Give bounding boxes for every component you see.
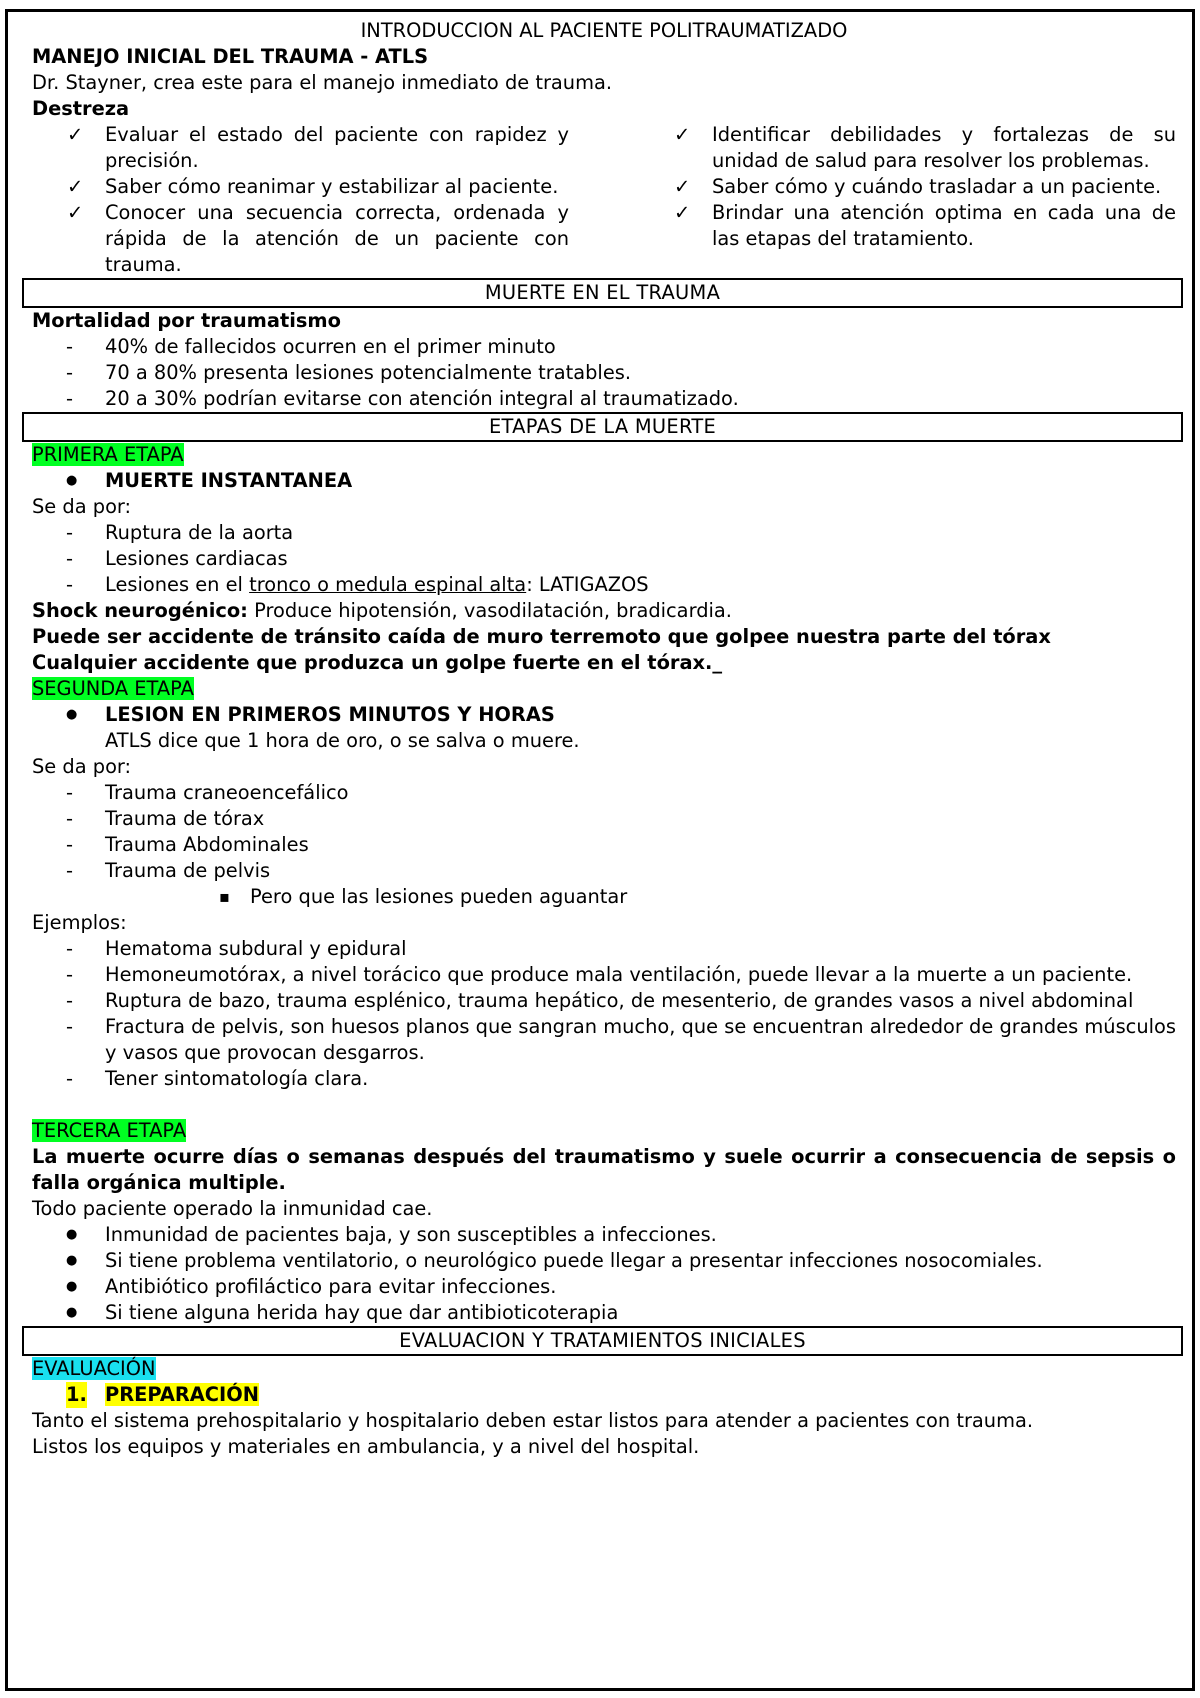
list-item: ● MUERTE INSTANTANEA	[32, 468, 1176, 494]
list-item: ● Si tiene alguna herida hay que dar antibioticoterapia	[32, 1300, 1176, 1326]
destreza-right-list	[639, 122, 1176, 278]
checkmark-icon: ✓	[67, 123, 84, 146]
primera-bold-line1: Puede ser accidente de tránsito caída de muro terremoto que golpee nuestra parte del tórax	[32, 625, 1051, 648]
destreza-left-list	[32, 122, 569, 278]
list-item: ▪ Pero que las lesiones pueden aguantar	[32, 884, 1176, 910]
list-item: - Ruptura de la aorta	[32, 520, 1176, 546]
checkmark-icon: ✓	[674, 201, 691, 224]
intro-text: Dr. Stayner, crea este para el manejo inmediato de trauma.	[32, 71, 613, 94]
step-number: 1.	[66, 1383, 87, 1406]
list-item: ✓ Brindar una atención optima en cada una de las etapas del tratamiento.	[674, 201, 1176, 250]
list-item: - Trauma de pelvis	[32, 858, 1176, 884]
section-header-etapas: ETAPAS DE LA MUERTE	[22, 412, 1183, 442]
mortalidad-heading: Mortalidad por traumatismo	[32, 309, 341, 332]
list-item: - Trauma de tórax	[32, 806, 1176, 832]
primera-bold-line2: Cualquier accidente que produzca un golpe fuerte en el tórax._	[32, 651, 723, 674]
segunda-etapa-label: SEGUNDA ETAPA	[32, 677, 194, 700]
list-item: ● Si tiene problema ventilatorio, o neurológico puede llegar a presentar infecciones nosocomiales.	[32, 1248, 1176, 1274]
checkmark-icon: ✓	[67, 201, 84, 224]
document-title: INTRODUCCION AL PACIENTE POLITRAUMATIZADO	[360, 19, 848, 42]
evaluacion-text2: Listos los equipos y materiales en ambulancia, y a nivel del hospital.	[32, 1435, 700, 1458]
tercera-bold-text: La muerte ocurre días o semanas después del traumatismo y suele ocurrir a consecuencia de sepsis o falla orgánica multiple.	[32, 1145, 1176, 1194]
checkmark-icon: ✓	[67, 175, 84, 198]
spacer	[32, 1092, 1176, 1118]
list-item: ✓ Saber cómo reanimar y estabilizar al paciente.	[67, 175, 559, 198]
primera-causes-list	[32, 520, 1176, 598]
section-header-evaluacion: EVALUACION Y TRATAMIENTOS INICIALES	[22, 1326, 1183, 1356]
destreza-columns	[32, 122, 1176, 278]
segunda-causes-list	[32, 780, 1176, 884]
list-item: ✓ Evaluar el estado del paciente con rapidez y precisión.	[67, 123, 569, 172]
ejemplos-list	[32, 936, 1176, 1092]
segunda-bullet-note: ATLS dice que 1 hora de oro, o se salva o muere.	[105, 729, 580, 752]
list-item: ● Inmunidad de pacientes baja, y son susceptibles a infecciones.	[32, 1222, 1176, 1248]
tercera-etapa-label: TERCERA ETAPA	[32, 1119, 187, 1142]
checkmark-icon: ✓	[674, 123, 691, 146]
list-item: ✓ Saber cómo y cuándo trasladar a un paciente.	[674, 175, 1162, 198]
mortalidad-list	[32, 334, 1176, 412]
destreza-heading: Destreza	[32, 97, 130, 120]
list-item: - 40% de fallecidos ocurren en el primer minuto	[32, 334, 1176, 360]
evaluacion-label: EVALUACIÓN	[32, 1357, 156, 1380]
segunda-bullet-list	[32, 702, 1176, 728]
list-item: ✓ Conocer una secuencia correcta, ordenada y rápida de la atención de un paciente con trauma.	[67, 201, 569, 276]
list-item: - Hematoma subdural y epidural	[32, 936, 1176, 962]
list-item: - Trauma Abdominales	[32, 832, 1176, 858]
shock-neurogenico: Shock neurogénico: Produce hipotensión, vasodilatación, bradicardia.	[32, 599, 732, 622]
list-item: - Fractura de pelvis, son huesos planos que sangran mucho, que se encuentran alrededor de grandes músculos y vasos que provocan desgarros.	[32, 1014, 1176, 1066]
segunda-sub-list	[32, 884, 1176, 910]
segunda-se-da-por: Se da por:	[32, 755, 132, 778]
document-subtitle: MANEJO INICIAL DEL TRAUMA - ATLS	[32, 45, 429, 68]
document-content	[32, 18, 1176, 1460]
step-label: PREPARACIÓN	[105, 1383, 259, 1406]
list-item: ● LESION EN PRIMEROS MINUTOS Y HORAS	[32, 702, 1176, 728]
list-item: - 70 a 80% presenta lesiones potencialmente tratables.	[32, 360, 1176, 386]
tercera-list	[32, 1222, 1176, 1326]
list-item: ✓ Identificar debilidades y fortalezas de su unidad de salud para resolver los problemas.	[674, 123, 1176, 172]
list-item: - Hemoneumotórax, a nivel torácico que produce mala ventilación, puede llevar a la muerte a un paciente.	[32, 962, 1176, 988]
list-item: - Lesiones en el tronco o medula espinal alta: LATIGAZOS	[32, 572, 1176, 598]
document-page	[5, 9, 1195, 1691]
tercera-note: Todo paciente operado la inmunidad cae.	[32, 1197, 433, 1220]
list-item: - Tener sintomatología clara.	[32, 1066, 1176, 1092]
evaluacion-text1: Tanto el sistema prehospitalario y hospitalario deben estar listos para atender a pacientes con trauma.	[32, 1409, 1034, 1432]
primera-bullet-list	[32, 468, 1176, 494]
list-item: - Lesiones cardiacas	[32, 546, 1176, 572]
checkmark-icon: ✓	[674, 175, 691, 198]
ejemplos-label: Ejemplos:	[32, 911, 127, 934]
list-item: - 20 a 30% podrían evitarse con atención integral al traumatizado.	[32, 386, 1176, 412]
list-item: - Trauma craneoencefálico	[32, 780, 1176, 806]
underlined-text: tronco o medula espinal alta	[249, 573, 527, 596]
list-item: - Ruptura de bazo, trauma esplénico, trauma hepático, de mesenterio, de grandes vasos a nivel abdominal	[32, 988, 1176, 1014]
list-item: ● Antibiótico profiláctico para evitar infecciones.	[32, 1274, 1176, 1300]
preparacion-step	[32, 1382, 1176, 1408]
section-header-muerte-trauma: MUERTE EN EL TRAUMA	[22, 278, 1183, 308]
primera-etapa-label: PRIMERA ETAPA	[32, 443, 184, 466]
primera-se-da-por: Se da por:	[32, 495, 132, 518]
